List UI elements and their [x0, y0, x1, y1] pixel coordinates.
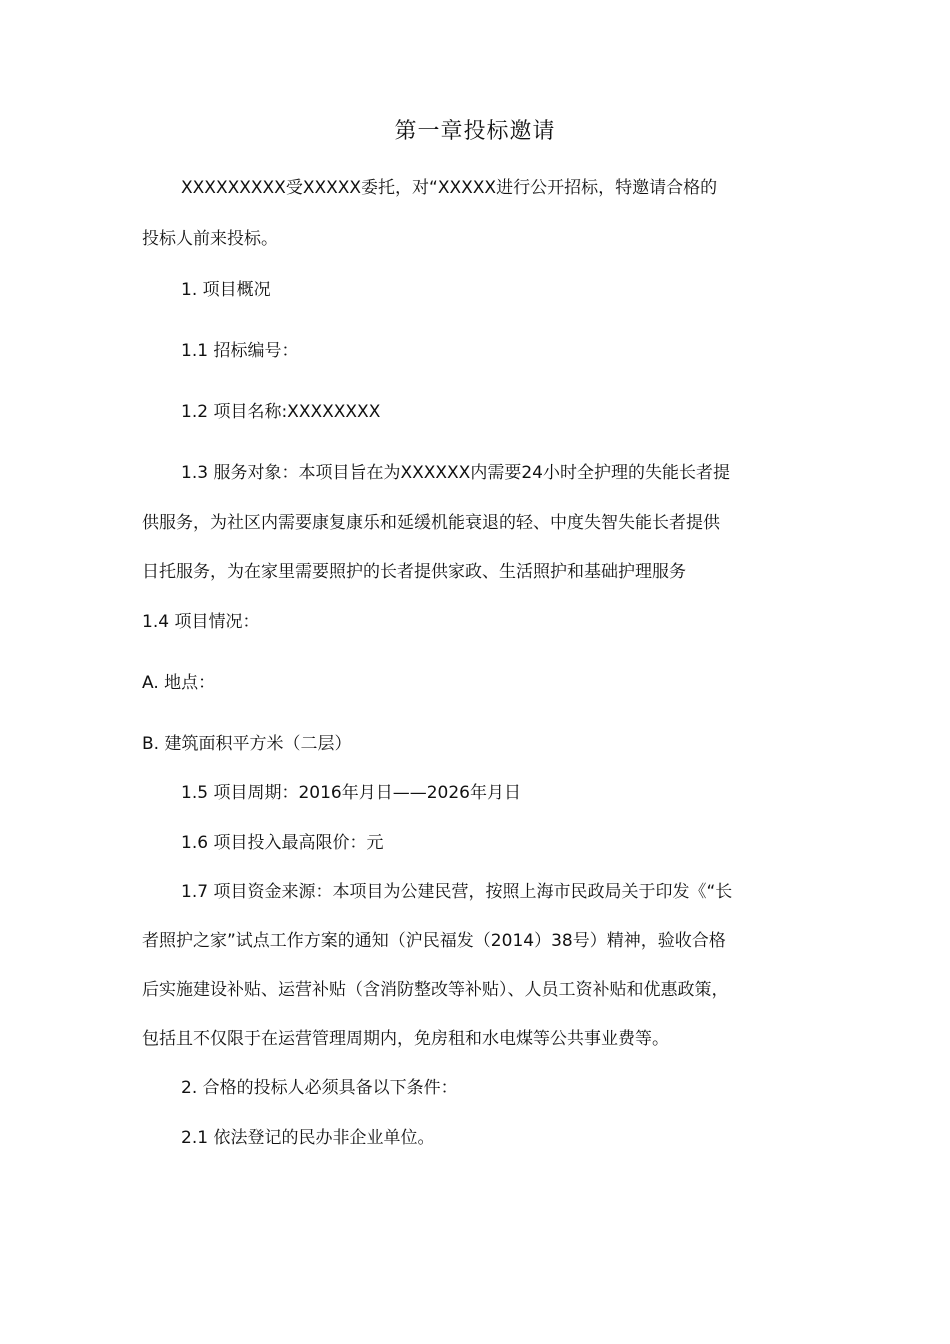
section-1-7-line-2: 者照护之家”试点工作方案的通知（沪民福发（2014）38号）精神，验收合格 [142, 931, 726, 951]
intro-line-2: 投标人前来投标。 [142, 229, 278, 249]
section-1-6: 1.6 项目投入最高限价：元 [181, 833, 384, 853]
section-1-1: 1.1 招标编号： [181, 341, 299, 361]
section-1-4: 1.4 项目情况： [142, 612, 260, 632]
section-2-heading: 2. 合格的投标人必须具备以下条件： [181, 1078, 458, 1098]
chapter-title: 第一章投标邀请 [394, 119, 556, 144]
section-1-heading: 1. 项目概况 [181, 280, 271, 300]
intro-line-1: XXXXXXXXX受XXXXX委托，对“XXXXX进行公开招标，特邀请合格的 [181, 178, 718, 198]
section-1-3-line-2: 供服务，为社区内需要康复康乐和延缓机能衰退的轻、中度失智失能长者提供 [142, 513, 720, 533]
section-1-3-line-3: 日托服务，为在家里需要照护的长者提供家政、生活照护和基础护理服务 [142, 562, 686, 582]
section-1-5: 1.5 项目周期：2016年月日——2026年月日 [181, 783, 521, 803]
section-1-4-item-b: B. 建筑面积平方米（二层） [142, 734, 352, 754]
section-1-7-line-1: 1.7 项目资金来源：本项目为公建民营，按照上海市民政局关于印发《“长 [181, 882, 733, 902]
section-2-1: 2.1 依法登记的民办非企业单位。 [181, 1128, 435, 1148]
section-1-2: 1.2 项目名称:XXXXXXXX [181, 402, 381, 422]
section-1-7-line-4: 包括且不仅限于在运营管理周期内，免房租和水电煤等公共事业费等。 [142, 1029, 669, 1049]
section-1-3-line-1: 1.3 服务对象：本项目旨在为XXXXXX内需要24小时全护理的失能长者提 [181, 463, 730, 483]
section-1-7-line-3: 后实施建设补贴、运营补贴（含消防整改等补贴）、人员工资补贴和优惠政策， [142, 980, 729, 1000]
section-1-4-item-a: A. 地点： [142, 673, 216, 693]
